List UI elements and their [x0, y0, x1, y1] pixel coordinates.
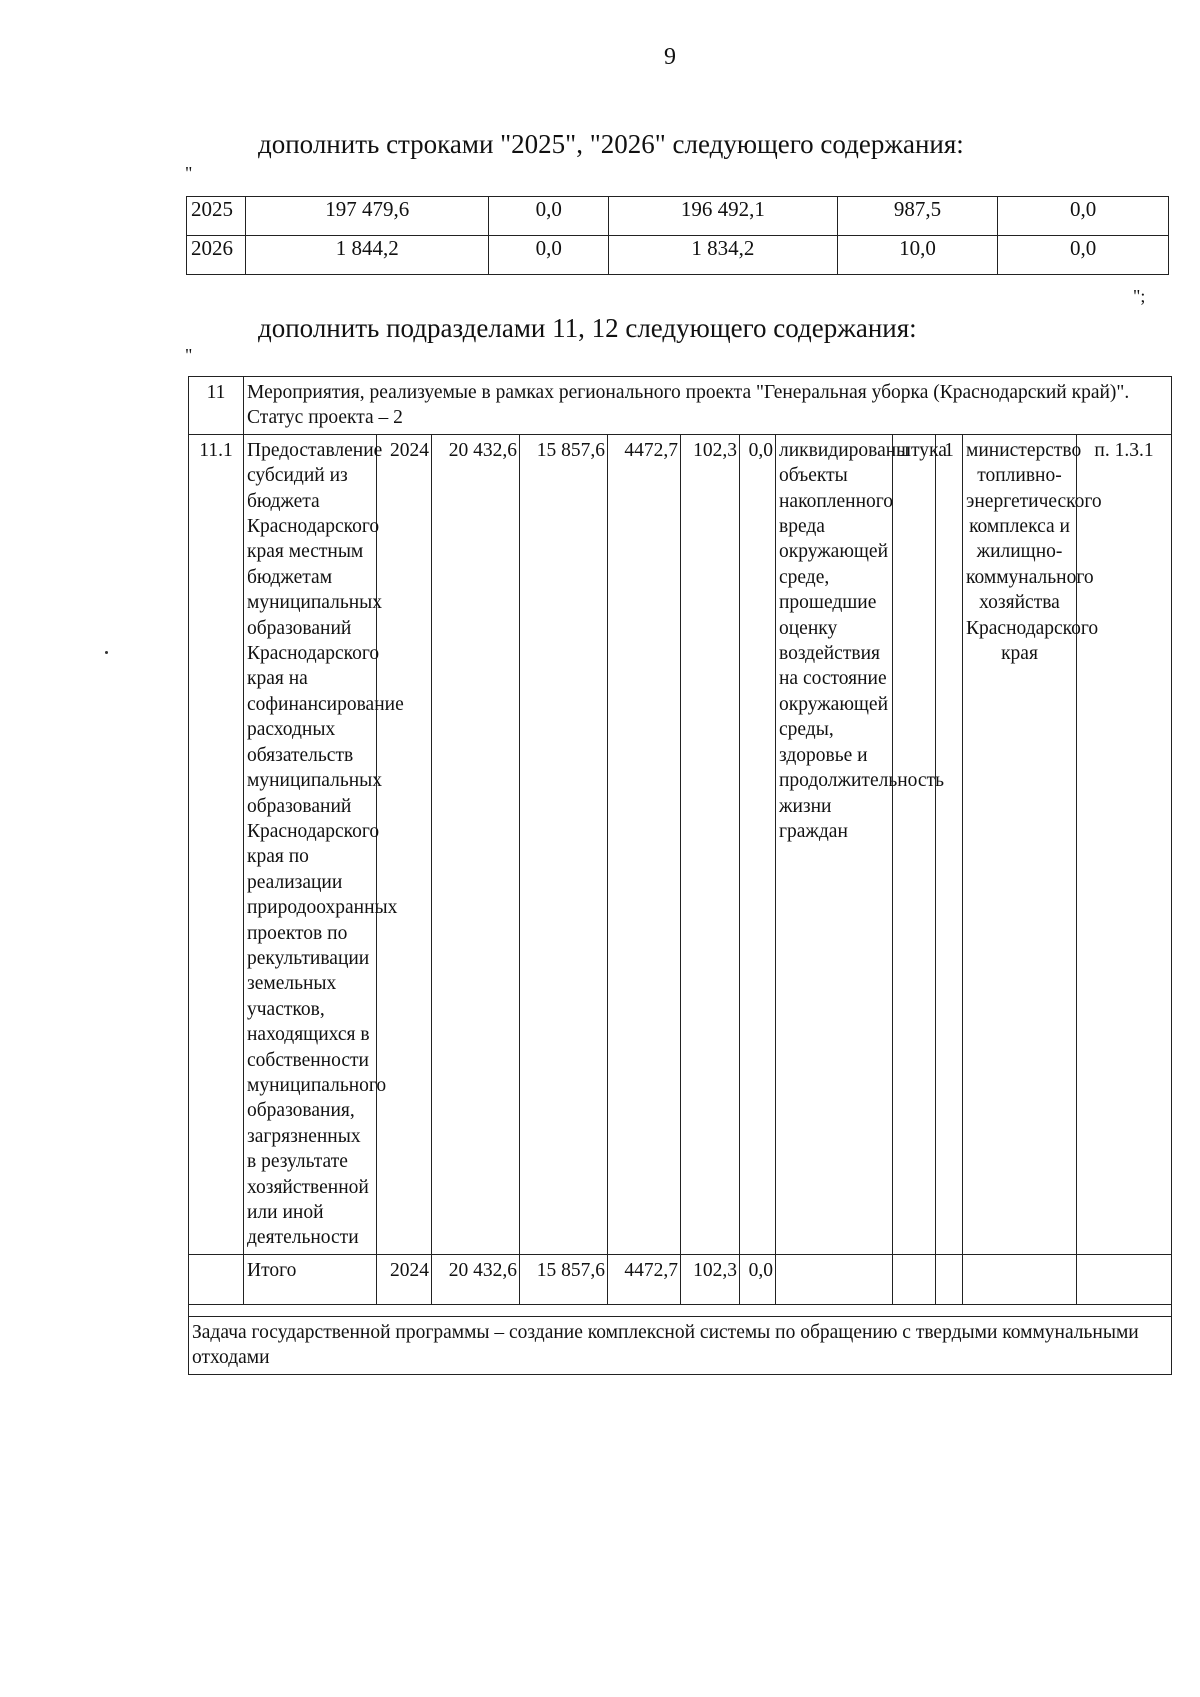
intro-text-subsections: дополнить подразделами 11, 12 следующего содержания:: [258, 313, 917, 343]
empty-cell: [936, 1254, 963, 1304]
task-text: Задача государственной программы – создание комплексной системы по обращению с твердыми коммунальными отходами: [189, 1316, 1172, 1374]
value-cell: 15 857,6: [520, 1254, 608, 1304]
value-cell: 0,0: [998, 197, 1169, 236]
scan-dot: [105, 651, 108, 654]
value-cell: 0,0: [740, 434, 776, 1254]
value-cell: 0,0: [998, 236, 1169, 275]
section-header-row: [189, 377, 1172, 435]
measure-name: Предоставление субсидий из бюджета Краснодарского края местным бюджетам муниципальных образований Краснодарского края на софинансирование расходных обязательств муниципальных образований Краснодарского края по реализации природоохранных проектов по рекультивации земельных участков, находящихся в собственности муниципального образования, загрязненных в результате хозяйственной или иной деятельности: [244, 434, 377, 1254]
value-cell: 0,0: [740, 1254, 776, 1304]
value-cell: 4472,7: [608, 1254, 681, 1304]
year-cell: 2024: [377, 434, 432, 1254]
spacer-row: [189, 1304, 1172, 1316]
spacer-cell: [189, 1304, 1172, 1316]
total-cell: 1 844,2: [245, 236, 488, 275]
page-number: 9: [664, 44, 676, 70]
total-row: [189, 1254, 1172, 1304]
row-number: 11.1: [189, 434, 244, 1254]
year-cell: 2024: [377, 1254, 432, 1304]
value-cell: 0,0: [489, 197, 609, 236]
value-cell: 0,0: [489, 236, 609, 275]
result-cell: ликвидированы объекты накопленного вреда окружающей среде, прошедшие оценку воздействия на состояние окружающей среды, здоровье и продолжительность жизни граждан: [776, 434, 893, 1254]
year-cell: 2025: [187, 197, 246, 236]
intro-text-rows: дополнить строками "2025", "2026" следующего содержания:: [258, 129, 964, 159]
table-row: [187, 197, 1169, 236]
value-cell: 987,5: [837, 197, 998, 236]
subsections-table: [188, 376, 1172, 1375]
value-cell: 1 834,2: [609, 236, 838, 275]
value-cell: 102,3: [681, 434, 740, 1254]
quantity-cell: 1: [936, 434, 963, 1254]
table-row: [187, 236, 1169, 275]
table-row: [189, 434, 1172, 1254]
empty-cell: [893, 1254, 936, 1304]
reference-cell: п. 1.3.1: [1077, 434, 1172, 1254]
total-cell: 197 479,6: [245, 197, 488, 236]
section-title: Мероприятия, реализуемые в рамках регионального проекта "Генеральная уборка (Краснодарский край)". Статус проекта – 2: [244, 377, 1172, 435]
year-cell: 2026: [187, 236, 246, 275]
value-cell: 102,3: [681, 1254, 740, 1304]
value-cell: 196 492,1: [609, 197, 838, 236]
value-cell: 4472,7: [608, 434, 681, 1254]
closing-quote: ";: [1133, 286, 1146, 306]
empty-cell: [1077, 1254, 1172, 1304]
empty-cell: [189, 1254, 244, 1304]
unit-cell: штука: [893, 434, 936, 1254]
opening-quote: ": [185, 163, 193, 183]
empty-cell: [963, 1254, 1077, 1304]
total-cell: 20 432,6: [432, 1254, 520, 1304]
years-table: [186, 196, 1169, 275]
task-row: [189, 1316, 1172, 1374]
value-cell: 15 857,6: [520, 434, 608, 1254]
value-cell: 10,0: [837, 236, 998, 275]
total-cell: 20 432,6: [432, 434, 520, 1254]
section-number: 11: [189, 377, 244, 435]
executor-cell: министерство топливно-энергетического комплекса и жилищно-коммунального хозяйства Краснодарского края: [963, 434, 1077, 1254]
total-label: Итого: [244, 1254, 377, 1304]
empty-cell: [776, 1254, 893, 1304]
opening-quote-2: ": [185, 345, 193, 365]
